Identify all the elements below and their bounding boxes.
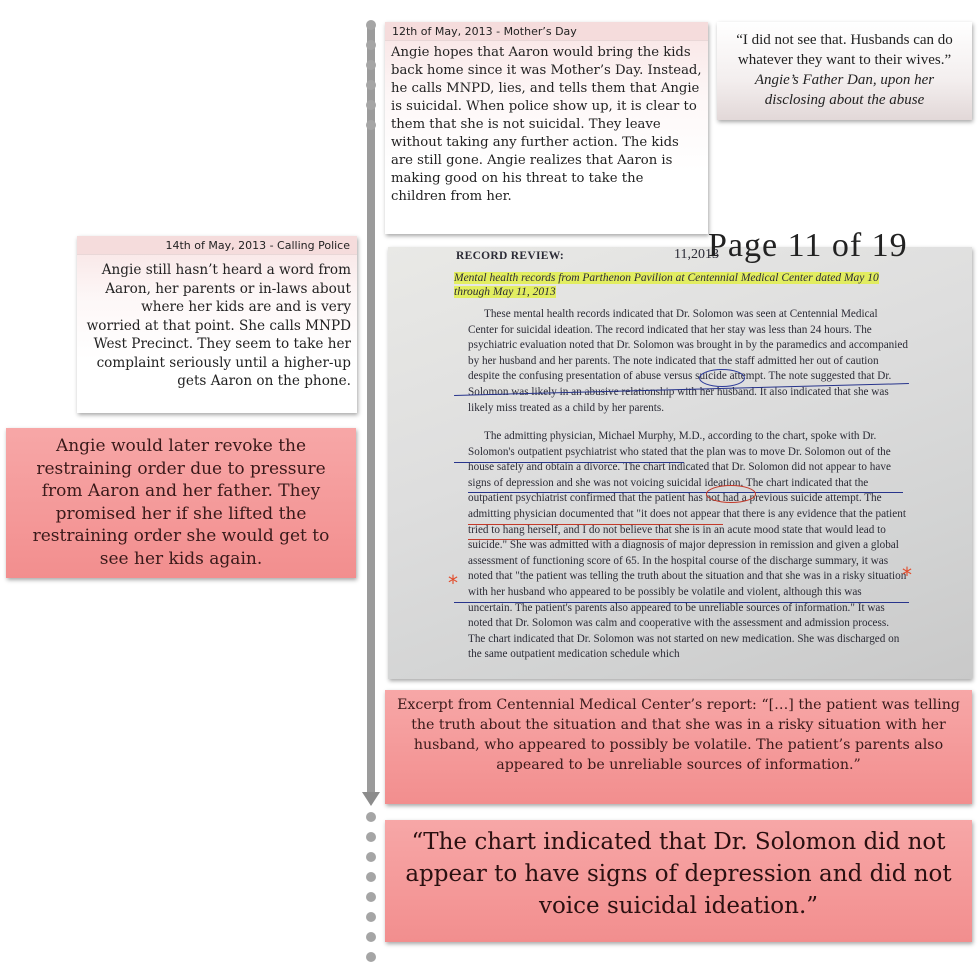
report-excerpt-box [385, 690, 972, 804]
timeline-dot [366, 952, 376, 962]
timeline-dot [366, 20, 376, 30]
card-date: 12th of May, 2013 - Mother’s Day [385, 22, 708, 41]
pen-underline-red [468, 539, 668, 540]
pen-underline [454, 602, 909, 603]
father-quote-box [717, 22, 972, 120]
timeline-dot [366, 120, 376, 130]
timeline-card-calling-police [77, 236, 357, 413]
timeline-dot [366, 912, 376, 922]
pen-underline [454, 462, 684, 463]
doc-source-line: Mental health records from Parthenon Pavilion at Centennial Medical Center dated May 10 through May 11, 2013 [454, 272, 879, 298]
timeline-dot [366, 832, 376, 842]
timeline-line [367, 22, 375, 797]
chart-quote-box [385, 820, 972, 942]
doc-date: 11,2013 [674, 247, 719, 262]
card-text: Angie still hasn’t heard a word from Aaron, her parents or in-laws about where her kids are and is very worried at that point. She calls MNPD West Precinct. They seem to take her complaint seriously until a higher-up gets Aaron on the phone. [86, 262, 351, 389]
pen-underline-red [468, 524, 723, 525]
doc-heading: RECORD REVIEW: [456, 250, 565, 262]
card-text: Angie hopes that Aaron would bring the kids back home since it was Mother’s Day. Instead, he calls MNPD, lies, and tells them that Angie is suicidal. When police show up, it is clear to them that she is not suicidal. They leave without taking any further action. The kids are still gone. Angie realizes that Aaron is making good on his threat to take the children from her. [391, 45, 702, 204]
doc-paragraph-2: The admitting physician, Michael Murphy, M.D., according to the chart, spoke with Dr. Solomon's outpatient psychiatrist who stated that the plan was to move Dr. Solomon out of the house safely and obtain a divorce. The chart indicated that Dr. Solomon did not appear to have signs of depression and she was not voicing suicidal ideation. The chart indicated that the outpatient psychiatrist confirmed that the patient has not had a previous suicide attempt. The admitting physician documented that "it does not appear that there is any evidence that the patient tried to hang herself, and I do not believe that she is in an acute mood state that would lead to suicide." She was admitted with a diagnosis of major depression in remission and given a global assessment of functioning score of 65. In the hospital course of the discharge summary, it was noted that "the patient was telling the truth about the situation and that she was in a risky situation with her husband who appeared to be possibly be volatile and violent, although this was uncertain. The patient's parents also appeared to be unreliable sources of information." It was noted that Dr. Solomon was calm and cooperative with the assessment and admission process. The chart indicated that Dr. Solomon was not started on new medication. She was discharged on the same outpatient medication schedule which [468, 430, 907, 661]
timeline-dot [366, 100, 376, 110]
father-quote-text: “I did not see that. Husbands can do whatever they want to their wives.” [736, 32, 953, 68]
pen-underline [468, 492, 903, 493]
asterisk-mark-icon: * [448, 571, 458, 595]
timeline-dot [366, 892, 376, 902]
father-quote-attribution: Angie’s Father Dan, upon her disclosing about the abuse [754, 72, 935, 108]
timeline-dot [366, 872, 376, 882]
record-review-scan [388, 227, 972, 679]
card-date: 14th of May, 2013 - Calling Police [77, 236, 357, 255]
asterisk-mark-icon: * [902, 563, 912, 587]
restraining-order-note [6, 428, 356, 578]
timeline-arrow [362, 792, 380, 806]
timeline-card-mothers-day [385, 22, 708, 234]
chart-quote-text: “The chart indicated that Dr. Solomon did not appear to have signs of depression and did not voice suicidal ideation.” [405, 829, 952, 919]
timeline-dot [366, 812, 376, 822]
timeline-dot [366, 852, 376, 862]
pen-circle [699, 369, 745, 387]
timeline-dot [366, 40, 376, 50]
timeline-dot [366, 60, 376, 70]
doc-page-title: Page 11 of 19 [708, 227, 908, 264]
report-excerpt-text: Excerpt from Centennial Medical Center’s report: “[…] the patient was telling the truth about the situation and that she was in a risky situation with her husband, who appeared to possibly be volatile. The patient’s parents also appeared to be unreliable sources of information.” [397, 697, 960, 773]
timeline-dot [366, 932, 376, 942]
timeline-dot [366, 80, 376, 90]
restraining-order-text: Angie would later revoke the restraining order due to pressure from Aaron and her father. They promised her if she lifted the restraining order she would get to see her kids again. [32, 436, 330, 569]
pen-circle [706, 485, 756, 503]
doc-paragraph-1: These mental health records indicated that Dr. Solomon was seen at Centennial Medical Center for suicidal ideation. The record indicated that her stay was less than 24 hours. The psychiatric evaluation noted that Dr. Solomon was brought in by the paramedics and accompanied by her husband and her parents. The note indicated that the staff admitted her out of caution despite the confusing presentation of abuse versus suicide attempt. The note suggested that Dr. Solomon was likely in an abusive relationship with her husband. It also indicated that she was likely miss treated as a child by her parents. [468, 308, 908, 414]
